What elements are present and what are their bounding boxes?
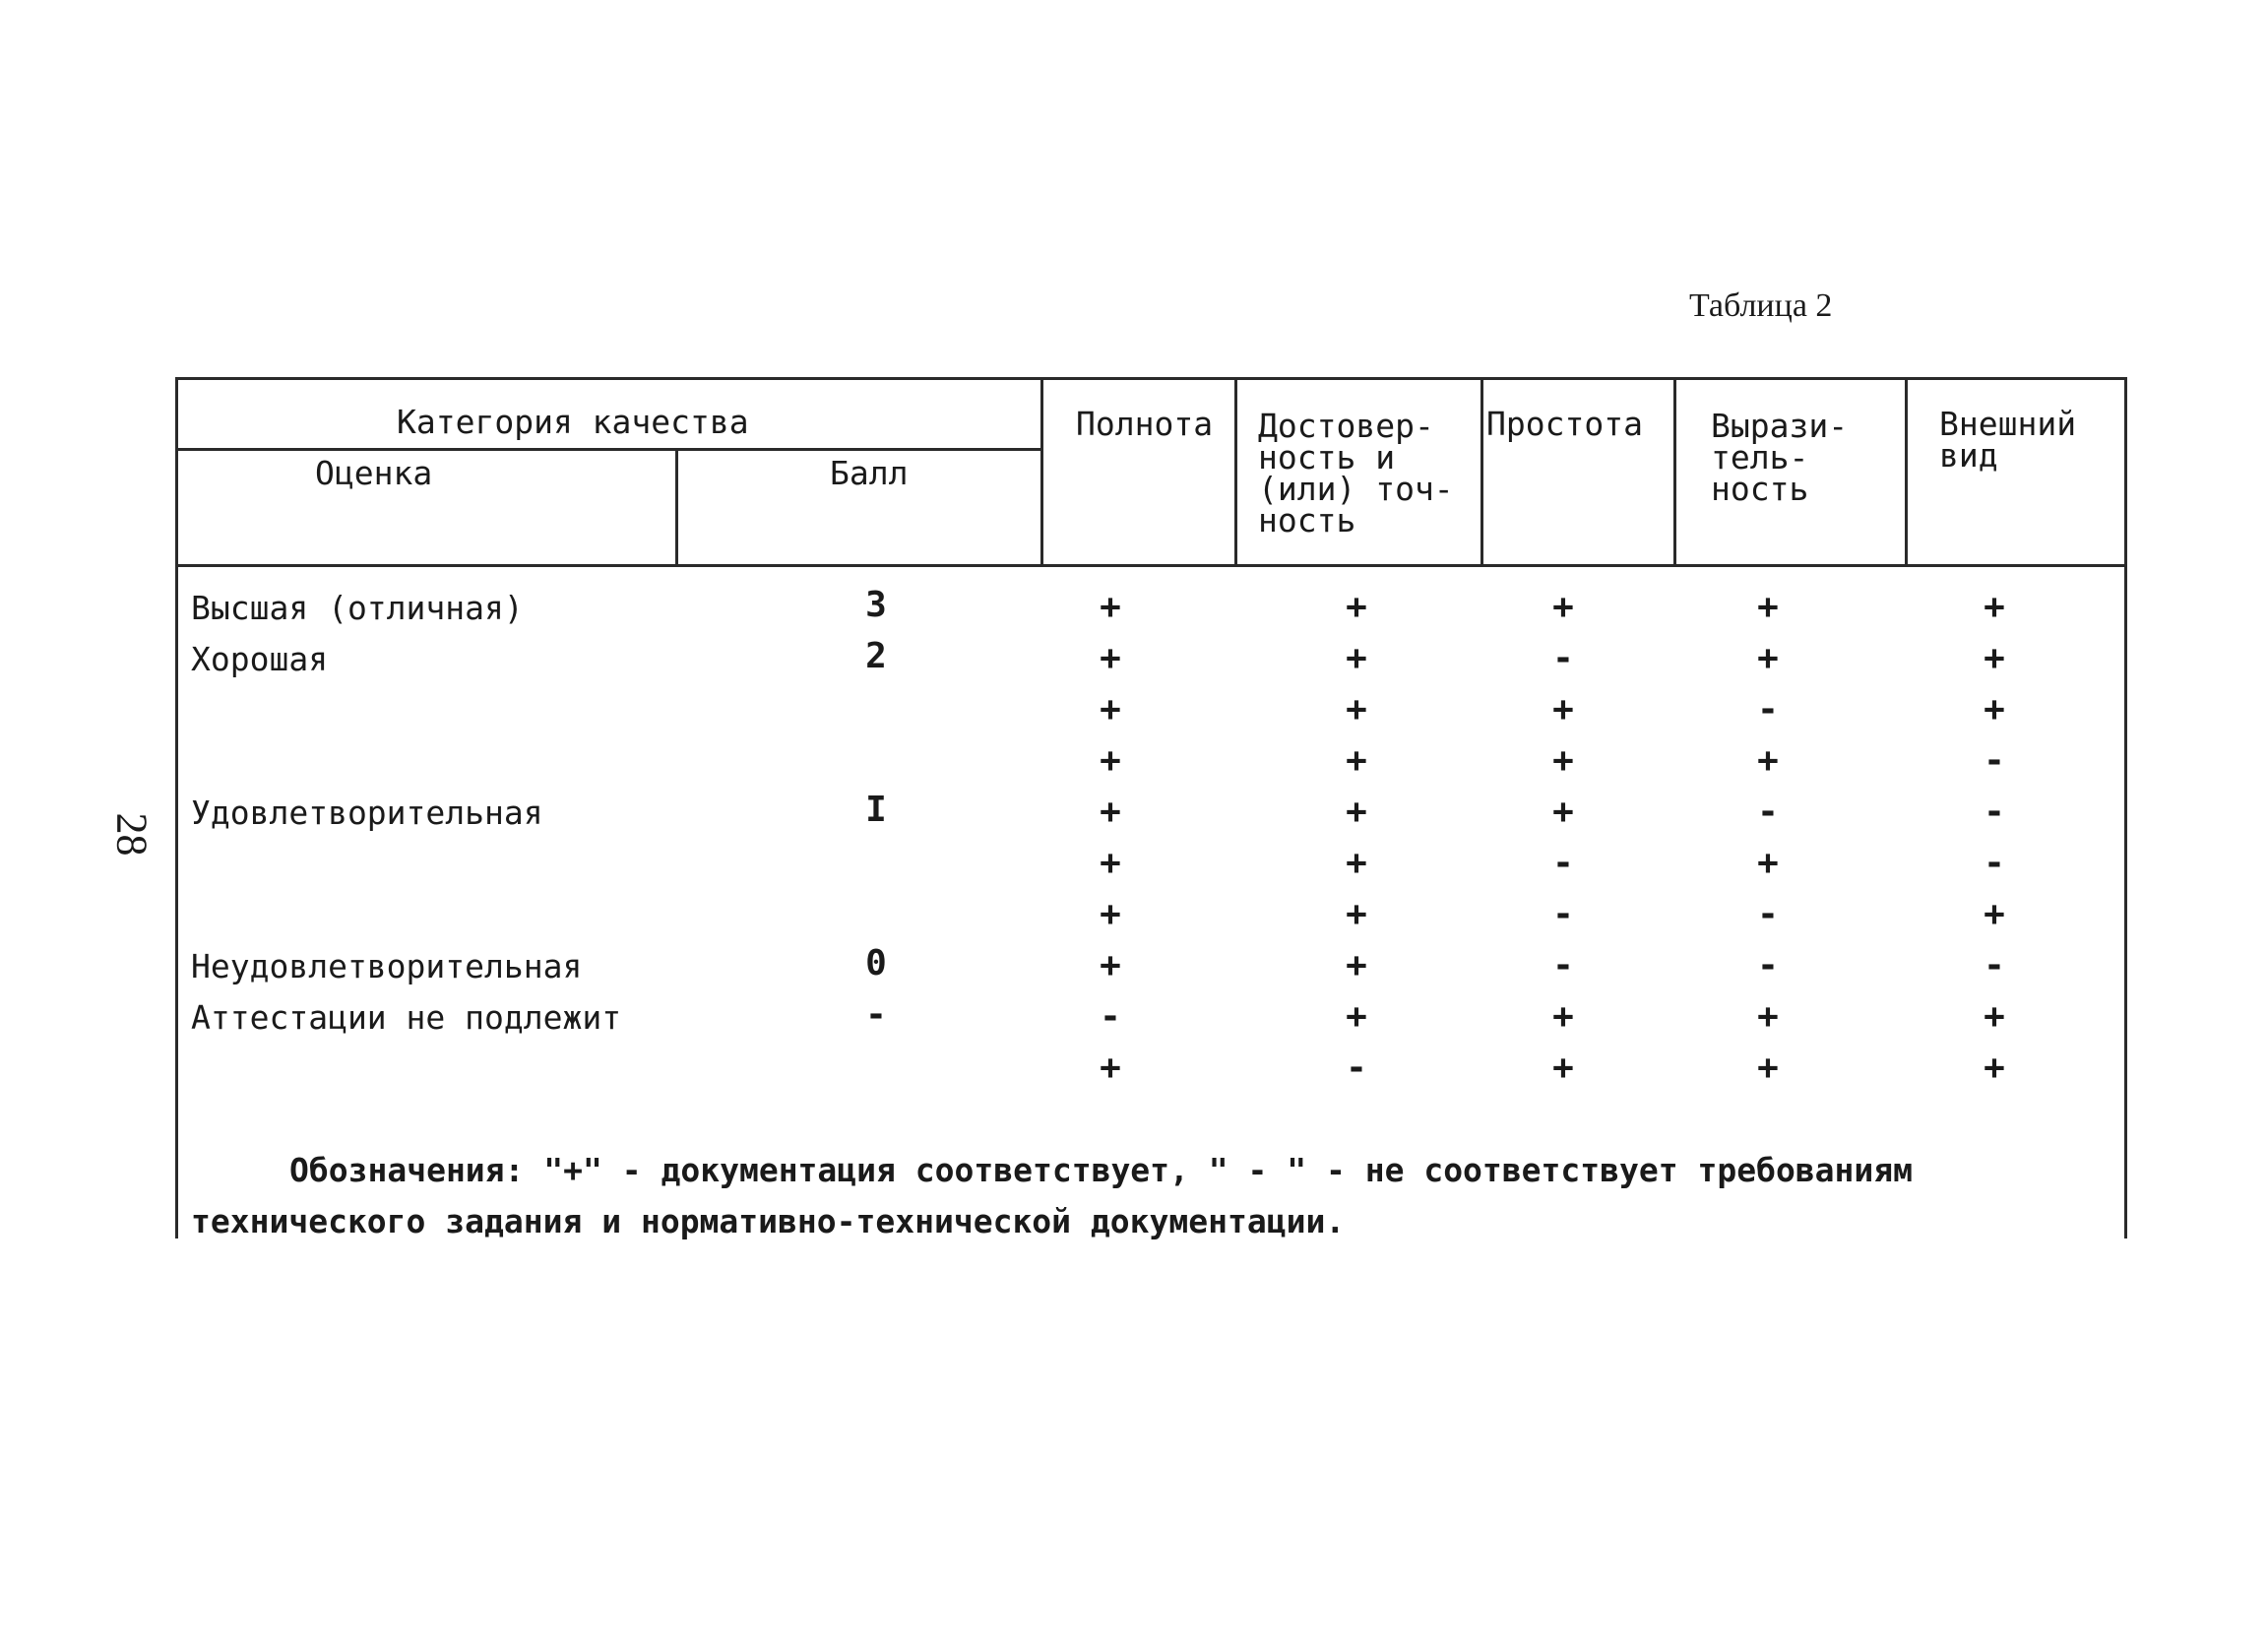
row-mark: - <box>1552 945 1574 985</box>
row-mark: + <box>1100 843 1121 883</box>
row-mark: - <box>1984 740 2005 781</box>
col-divider-2 <box>1234 377 1237 564</box>
row-mark: - <box>1552 843 1574 883</box>
row-mark: + <box>1552 740 1574 781</box>
row-mark: + <box>1552 1048 1574 1088</box>
header-bottom-border <box>175 564 2127 567</box>
row-mark: - <box>1757 689 1779 730</box>
row-mark: - <box>1984 792 2005 832</box>
header-grade: Оценка <box>315 454 433 492</box>
row-mark: + <box>1984 894 2005 934</box>
row-mark: - <box>1984 945 2005 985</box>
row-mark: + <box>1757 843 1779 883</box>
row-mark: + <box>1346 792 1367 832</box>
row-mark: + <box>1100 689 1121 730</box>
col-divider-4 <box>1673 377 1676 564</box>
page-number: 28 <box>107 812 157 857</box>
row-mark: + <box>1100 740 1121 781</box>
table-caption: Таблица 2 <box>1689 287 1833 324</box>
table-top-border <box>175 377 2127 380</box>
row-mark: + <box>1984 689 2005 730</box>
row-mark: - <box>1346 1048 1367 1088</box>
row-grade: Хорошая <box>191 640 329 678</box>
row-mark: + <box>1757 638 1779 678</box>
legend-note: Обозначения: "+" - документация соответствует, " - " - не соответствует требованиям технического задания и нормативно-технической документации. <box>191 1151 1914 1240</box>
row-mark: + <box>1346 996 1367 1037</box>
row-mark: + <box>1100 587 1121 627</box>
row-mark: + <box>1346 945 1367 985</box>
row-mark: + <box>1100 945 1121 985</box>
row-grade: Неудовлетворительная <box>191 947 583 985</box>
row-mark: + <box>1757 1048 1779 1088</box>
row-mark: + <box>1984 587 2005 627</box>
col-divider-1 <box>1040 377 1043 564</box>
row-score: - <box>865 994 887 1035</box>
row-mark: + <box>1346 894 1367 934</box>
row-mark: + <box>1757 740 1779 781</box>
row-mark: + <box>1552 792 1574 832</box>
header-reliability: Достовер- ность и (или) точ- ность <box>1258 407 1454 540</box>
row-mark: + <box>1346 638 1367 678</box>
row-grade: Высшая (отличная) <box>191 589 524 627</box>
row-score: 3 <box>865 585 887 625</box>
row-mark: + <box>1984 996 2005 1037</box>
header-simplicity: Простота <box>1486 405 1643 443</box>
row-mark: + <box>1757 587 1779 627</box>
table-left-border <box>175 377 178 1238</box>
category-divider <box>175 448 1041 451</box>
row-grade: Аттестации не подлежит <box>191 998 622 1037</box>
header-completeness: Полнота <box>1076 405 1214 443</box>
row-grade: Удовлетворительная <box>191 794 543 832</box>
header-expressiveness: Вырази- тель- ность <box>1711 407 1849 508</box>
header-score: Балл <box>830 454 909 492</box>
row-mark: + <box>1984 638 2005 678</box>
row-mark: + <box>1346 587 1367 627</box>
row-mark: + <box>1552 689 1574 730</box>
row-score: I <box>865 790 887 830</box>
row-mark: + <box>1757 996 1779 1037</box>
row-mark: - <box>1552 638 1574 678</box>
row-mark: - <box>1552 894 1574 934</box>
table-right-border <box>2124 377 2127 1238</box>
row-mark: - <box>1984 843 2005 883</box>
row-mark: + <box>1100 792 1121 832</box>
row-mark: + <box>1100 894 1121 934</box>
grade-score-divider <box>675 448 678 564</box>
row-mark: + <box>1984 1048 2005 1088</box>
row-mark: - <box>1100 996 1121 1037</box>
row-mark: + <box>1100 1048 1121 1088</box>
row-mark: - <box>1757 792 1779 832</box>
header-appearance: Внешний вид <box>1939 405 2077 475</box>
row-mark: + <box>1100 638 1121 678</box>
row-mark: + <box>1552 587 1574 627</box>
row-mark: - <box>1757 945 1779 985</box>
row-mark: + <box>1552 996 1574 1037</box>
col-divider-5 <box>1905 377 1908 564</box>
quality-table <box>175 377 2127 1238</box>
row-score: 2 <box>865 636 887 676</box>
row-score: 0 <box>865 943 887 984</box>
col-divider-3 <box>1480 377 1483 564</box>
row-mark: + <box>1346 740 1367 781</box>
row-mark: + <box>1346 689 1367 730</box>
header-category-group: Категория качества <box>397 403 749 441</box>
row-mark: - <box>1757 894 1779 934</box>
row-mark: + <box>1346 843 1367 883</box>
